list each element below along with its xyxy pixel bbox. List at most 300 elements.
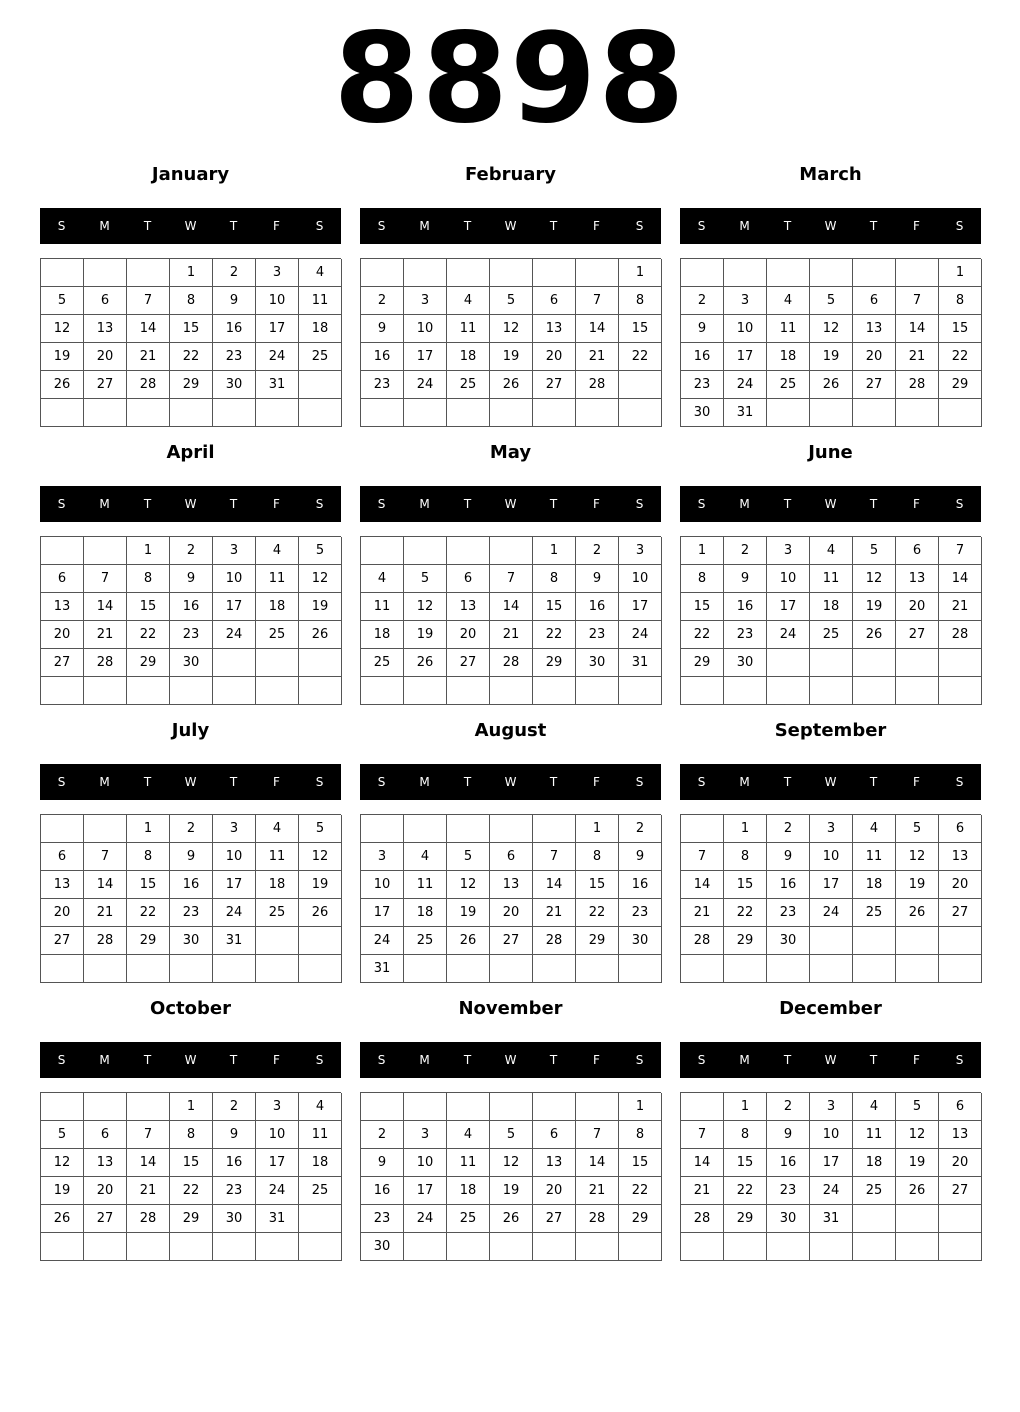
empty-cell (256, 1233, 299, 1261)
weekday-label: T (463, 497, 472, 511)
weekday-label: W (504, 219, 517, 233)
day-cell: 21 (681, 1177, 724, 1205)
day-cell: 17 (404, 343, 447, 371)
empty-cell (853, 927, 896, 955)
day-cell: 13 (533, 315, 576, 343)
day-cell: 9 (724, 565, 767, 593)
day-cell: 25 (853, 899, 896, 927)
day-cell: 31 (810, 1205, 853, 1233)
day-cell: 10 (256, 1121, 299, 1149)
empty-cell (619, 399, 662, 427)
day-cell: 9 (576, 565, 619, 593)
day-cell: 3 (724, 287, 767, 315)
day-cell: 8 (170, 287, 213, 315)
weekday-label: W (504, 497, 517, 511)
empty-cell (490, 677, 533, 705)
day-cell: 6 (533, 1121, 576, 1149)
day-cell: 2 (170, 815, 213, 843)
day-cell: 1 (170, 1093, 213, 1121)
day-cell: 15 (681, 593, 724, 621)
empty-cell (810, 259, 853, 287)
day-cell: 21 (576, 343, 619, 371)
day-cell: 28 (490, 649, 533, 677)
day-cell: 3 (213, 815, 256, 843)
day-cell: 11 (810, 565, 853, 593)
weekday-label: S (315, 497, 324, 511)
day-cell: 25 (299, 343, 342, 371)
day-cell: 2 (170, 537, 213, 565)
empty-cell (853, 649, 896, 677)
day-cell: 1 (724, 1093, 767, 1121)
day-cell: 5 (299, 537, 342, 565)
day-cell: 24 (810, 899, 853, 927)
day-cell: 5 (447, 843, 490, 871)
day-cell: 10 (724, 315, 767, 343)
weekday-label: T (549, 497, 558, 511)
empty-cell (853, 259, 896, 287)
day-cell: 25 (361, 649, 404, 677)
day-cell: 11 (256, 843, 299, 871)
day-cell: 17 (767, 593, 810, 621)
day-cell: 7 (84, 565, 127, 593)
empty-cell (576, 1233, 619, 1261)
day-cell: 27 (533, 1205, 576, 1233)
empty-cell (896, 649, 939, 677)
weekday-label: M (419, 1053, 430, 1067)
day-cell: 14 (533, 871, 576, 899)
empty-cell (939, 1205, 982, 1233)
day-cell: 7 (681, 843, 724, 871)
day-cell: 4 (256, 537, 299, 565)
empty-cell (619, 371, 662, 399)
day-cell: 17 (256, 1149, 299, 1177)
day-cell: 3 (404, 1121, 447, 1149)
empty-cell (576, 399, 619, 427)
weekday-label: M (419, 775, 430, 789)
day-cell: 23 (170, 621, 213, 649)
weekday-label: W (184, 219, 197, 233)
month-name: June (808, 442, 853, 463)
day-cell: 20 (84, 343, 127, 371)
day-cell: 13 (447, 593, 490, 621)
day-cell: 16 (213, 315, 256, 343)
day-cell: 2 (619, 815, 662, 843)
day-cell: 11 (853, 1121, 896, 1149)
month-name: May (489, 442, 532, 463)
day-cell: 20 (41, 621, 84, 649)
empty-cell (447, 955, 490, 983)
day-cell: 18 (767, 343, 810, 371)
weekday-label: F (593, 1053, 600, 1067)
day-cell: 19 (490, 1177, 533, 1205)
day-cell: 4 (299, 259, 342, 287)
empty-cell (896, 399, 939, 427)
weekday-label: S (955, 497, 964, 511)
day-cell: 14 (681, 1149, 724, 1177)
day-cell: 4 (361, 565, 404, 593)
empty-cell (533, 1233, 576, 1261)
day-cell: 2 (361, 287, 404, 315)
day-cell: 3 (619, 537, 662, 565)
empty-cell (724, 677, 767, 705)
day-cell: 30 (213, 371, 256, 399)
day-cell: 30 (576, 649, 619, 677)
empty-cell (767, 677, 810, 705)
weekday-header (40, 764, 341, 800)
day-cell: 24 (404, 371, 447, 399)
day-cell: 24 (213, 621, 256, 649)
empty-cell (810, 399, 853, 427)
day-cell: 31 (256, 1205, 299, 1233)
empty-cell (127, 677, 170, 705)
day-cell: 29 (576, 927, 619, 955)
empty-cell (619, 955, 662, 983)
day-cell: 5 (490, 1121, 533, 1149)
empty-cell (256, 677, 299, 705)
empty-cell (404, 677, 447, 705)
weekday-label: F (273, 1053, 280, 1067)
empty-cell (299, 927, 342, 955)
empty-cell (533, 677, 576, 705)
day-grid (680, 536, 981, 705)
day-cell: 26 (41, 371, 84, 399)
day-grid (40, 1092, 341, 1261)
day-cell: 26 (299, 621, 342, 649)
weekday-header (40, 208, 341, 244)
day-cell: 25 (447, 371, 490, 399)
day-cell: 28 (576, 1205, 619, 1233)
day-cell: 29 (619, 1205, 662, 1233)
day-cell: 17 (810, 1149, 853, 1177)
day-cell: 5 (810, 287, 853, 315)
day-cell: 18 (299, 1149, 342, 1177)
empty-cell (41, 1093, 84, 1121)
empty-cell (84, 815, 127, 843)
day-cell: 26 (41, 1205, 84, 1233)
empty-cell (256, 399, 299, 427)
day-cell: 5 (490, 287, 533, 315)
empty-cell (576, 677, 619, 705)
day-cell: 23 (724, 621, 767, 649)
empty-cell (404, 955, 447, 983)
day-cell: 24 (619, 621, 662, 649)
day-cell: 11 (767, 315, 810, 343)
weekday-label: T (869, 219, 878, 233)
empty-cell (853, 955, 896, 983)
day-cell: 18 (853, 871, 896, 899)
weekday-header (680, 208, 981, 244)
day-cell: 9 (361, 315, 404, 343)
weekday-label: F (913, 219, 920, 233)
day-cell: 20 (939, 871, 982, 899)
day-cell: 6 (41, 565, 84, 593)
day-cell: 3 (256, 1093, 299, 1121)
empty-cell (576, 955, 619, 983)
day-cell: 15 (939, 315, 982, 343)
day-cell: 14 (896, 315, 939, 343)
day-cell: 14 (576, 1149, 619, 1177)
weekday-label: T (783, 497, 792, 511)
weekday-label: T (229, 219, 238, 233)
day-cell: 18 (256, 593, 299, 621)
empty-cell (299, 677, 342, 705)
weekday-label: S (697, 497, 706, 511)
day-cell: 22 (939, 343, 982, 371)
day-cell: 19 (41, 1177, 84, 1205)
empty-cell (853, 1205, 896, 1233)
day-cell: 24 (256, 1177, 299, 1205)
empty-cell (299, 371, 342, 399)
day-grid (360, 258, 661, 427)
weekday-label: S (57, 219, 66, 233)
day-cell: 1 (576, 815, 619, 843)
day-cell: 20 (853, 343, 896, 371)
weekday-label: W (824, 497, 837, 511)
empty-cell (533, 399, 576, 427)
empty-cell (896, 955, 939, 983)
day-cell: 7 (576, 287, 619, 315)
day-cell: 1 (533, 537, 576, 565)
day-cell: 1 (170, 259, 213, 287)
weekday-label: T (143, 497, 152, 511)
weekday-label: T (229, 497, 238, 511)
day-cell: 29 (127, 927, 170, 955)
day-cell: 24 (256, 343, 299, 371)
day-cell: 14 (127, 315, 170, 343)
day-cell: 27 (533, 371, 576, 399)
day-cell: 22 (619, 343, 662, 371)
weekday-label: S (377, 497, 386, 511)
weekday-label: W (824, 219, 837, 233)
day-cell: 10 (767, 565, 810, 593)
day-cell: 14 (84, 871, 127, 899)
day-cell: 31 (619, 649, 662, 677)
day-cell: 10 (810, 1121, 853, 1149)
day-cell: 21 (127, 1177, 170, 1205)
day-cell: 24 (361, 927, 404, 955)
weekday-label: F (273, 497, 280, 511)
weekday-label: F (593, 775, 600, 789)
day-cell: 29 (681, 649, 724, 677)
day-cell: 24 (767, 621, 810, 649)
day-cell: 27 (447, 649, 490, 677)
day-cell: 16 (361, 1177, 404, 1205)
day-cell: 23 (361, 371, 404, 399)
day-cell: 5 (404, 565, 447, 593)
day-cell: 4 (447, 1121, 490, 1149)
day-cell: 12 (490, 315, 533, 343)
empty-cell (447, 677, 490, 705)
day-cell: 25 (299, 1177, 342, 1205)
empty-cell (361, 399, 404, 427)
weekday-label: T (549, 1053, 558, 1067)
weekday-label: S (955, 219, 964, 233)
weekday-label: T (143, 1053, 152, 1067)
day-cell: 14 (490, 593, 533, 621)
month-name: April (166, 442, 215, 463)
empty-cell (896, 1205, 939, 1233)
day-cell: 12 (810, 315, 853, 343)
day-cell: 15 (170, 315, 213, 343)
day-cell: 4 (767, 287, 810, 315)
day-cell: 10 (213, 565, 256, 593)
empty-cell (41, 399, 84, 427)
day-cell: 7 (939, 537, 982, 565)
day-grid (680, 1092, 981, 1261)
day-cell: 18 (810, 593, 853, 621)
day-cell: 21 (84, 899, 127, 927)
empty-cell (447, 1093, 490, 1121)
day-cell: 30 (724, 649, 767, 677)
empty-cell (939, 677, 982, 705)
empty-cell (681, 259, 724, 287)
empty-cell (84, 259, 127, 287)
empty-cell (127, 1093, 170, 1121)
empty-cell (213, 955, 256, 983)
day-cell: 8 (576, 843, 619, 871)
empty-cell (404, 1093, 447, 1121)
day-cell: 30 (767, 927, 810, 955)
weekday-label: F (913, 1053, 920, 1067)
day-cell: 6 (853, 287, 896, 315)
empty-cell (853, 1233, 896, 1261)
empty-cell (447, 259, 490, 287)
day-cell: 12 (41, 315, 84, 343)
weekday-label: T (229, 775, 238, 789)
day-cell: 17 (724, 343, 767, 371)
empty-cell (810, 927, 853, 955)
day-cell: 22 (724, 1177, 767, 1205)
day-cell: 9 (767, 843, 810, 871)
day-cell: 7 (127, 287, 170, 315)
day-cell: 29 (170, 371, 213, 399)
day-cell: 7 (127, 1121, 170, 1149)
day-cell: 20 (41, 899, 84, 927)
day-cell: 19 (810, 343, 853, 371)
empty-cell (256, 649, 299, 677)
day-cell: 11 (299, 287, 342, 315)
day-cell: 30 (170, 927, 213, 955)
empty-cell (361, 815, 404, 843)
day-cell: 28 (896, 371, 939, 399)
day-cell: 15 (170, 1149, 213, 1177)
day-cell: 19 (896, 1149, 939, 1177)
day-cell: 9 (213, 1121, 256, 1149)
empty-cell (533, 259, 576, 287)
weekday-label: W (504, 1053, 517, 1067)
empty-cell (41, 259, 84, 287)
empty-cell (84, 1233, 127, 1261)
day-cell: 28 (681, 1205, 724, 1233)
month-name: January (151, 164, 230, 185)
empty-cell (404, 399, 447, 427)
day-cell: 27 (939, 899, 982, 927)
day-cell: 10 (810, 843, 853, 871)
weekday-label: T (549, 775, 558, 789)
empty-cell (576, 1093, 619, 1121)
day-cell: 4 (810, 537, 853, 565)
day-cell: 1 (681, 537, 724, 565)
day-cell: 21 (576, 1177, 619, 1205)
day-cell: 11 (256, 565, 299, 593)
day-cell: 13 (84, 315, 127, 343)
weekday-label: M (419, 497, 430, 511)
day-cell: 12 (404, 593, 447, 621)
empty-cell (724, 259, 767, 287)
day-cell: 2 (767, 1093, 810, 1121)
day-cell: 29 (939, 371, 982, 399)
day-cell: 15 (576, 871, 619, 899)
day-cell: 28 (127, 371, 170, 399)
day-cell: 16 (767, 1149, 810, 1177)
day-cell: 8 (619, 1121, 662, 1149)
weekday-label: S (315, 775, 324, 789)
weekday-label: T (783, 219, 792, 233)
weekday-label: S (377, 775, 386, 789)
empty-cell (447, 1233, 490, 1261)
day-cell: 18 (447, 1177, 490, 1205)
empty-cell (939, 955, 982, 983)
day-cell: 2 (767, 815, 810, 843)
day-cell: 29 (724, 927, 767, 955)
day-cell: 19 (853, 593, 896, 621)
empty-cell (127, 1233, 170, 1261)
day-cell: 22 (170, 343, 213, 371)
day-cell: 25 (810, 621, 853, 649)
day-cell: 28 (84, 927, 127, 955)
day-cell: 31 (256, 371, 299, 399)
empty-cell (810, 677, 853, 705)
day-cell: 7 (896, 287, 939, 315)
day-cell: 22 (681, 621, 724, 649)
empty-cell (404, 1233, 447, 1261)
day-cell: 17 (213, 871, 256, 899)
day-cell: 19 (41, 343, 84, 371)
day-cell: 18 (299, 315, 342, 343)
day-cell: 25 (404, 927, 447, 955)
day-cell: 31 (213, 927, 256, 955)
day-cell: 30 (361, 1233, 404, 1261)
day-cell: 31 (724, 399, 767, 427)
year-title: 8898 (333, 7, 687, 151)
weekday-label: S (57, 497, 66, 511)
weekday-label: F (273, 219, 280, 233)
weekday-label: W (504, 775, 517, 789)
empty-cell (490, 259, 533, 287)
day-cell: 18 (361, 621, 404, 649)
weekday-label: T (869, 1053, 878, 1067)
day-cell: 9 (170, 843, 213, 871)
day-cell: 9 (213, 287, 256, 315)
day-cell: 7 (533, 843, 576, 871)
day-cell: 17 (361, 899, 404, 927)
day-cell: 11 (447, 315, 490, 343)
day-cell: 20 (84, 1177, 127, 1205)
day-cell: 27 (939, 1177, 982, 1205)
weekday-label: F (593, 219, 600, 233)
empty-cell (533, 815, 576, 843)
empty-cell (810, 1233, 853, 1261)
day-cell: 21 (939, 593, 982, 621)
weekday-header (680, 1042, 981, 1078)
empty-cell (84, 677, 127, 705)
weekday-label: S (57, 1053, 66, 1067)
weekday-header (360, 486, 661, 522)
day-cell: 13 (490, 871, 533, 899)
empty-cell (170, 677, 213, 705)
day-cell: 6 (84, 1121, 127, 1149)
day-cell: 19 (896, 871, 939, 899)
